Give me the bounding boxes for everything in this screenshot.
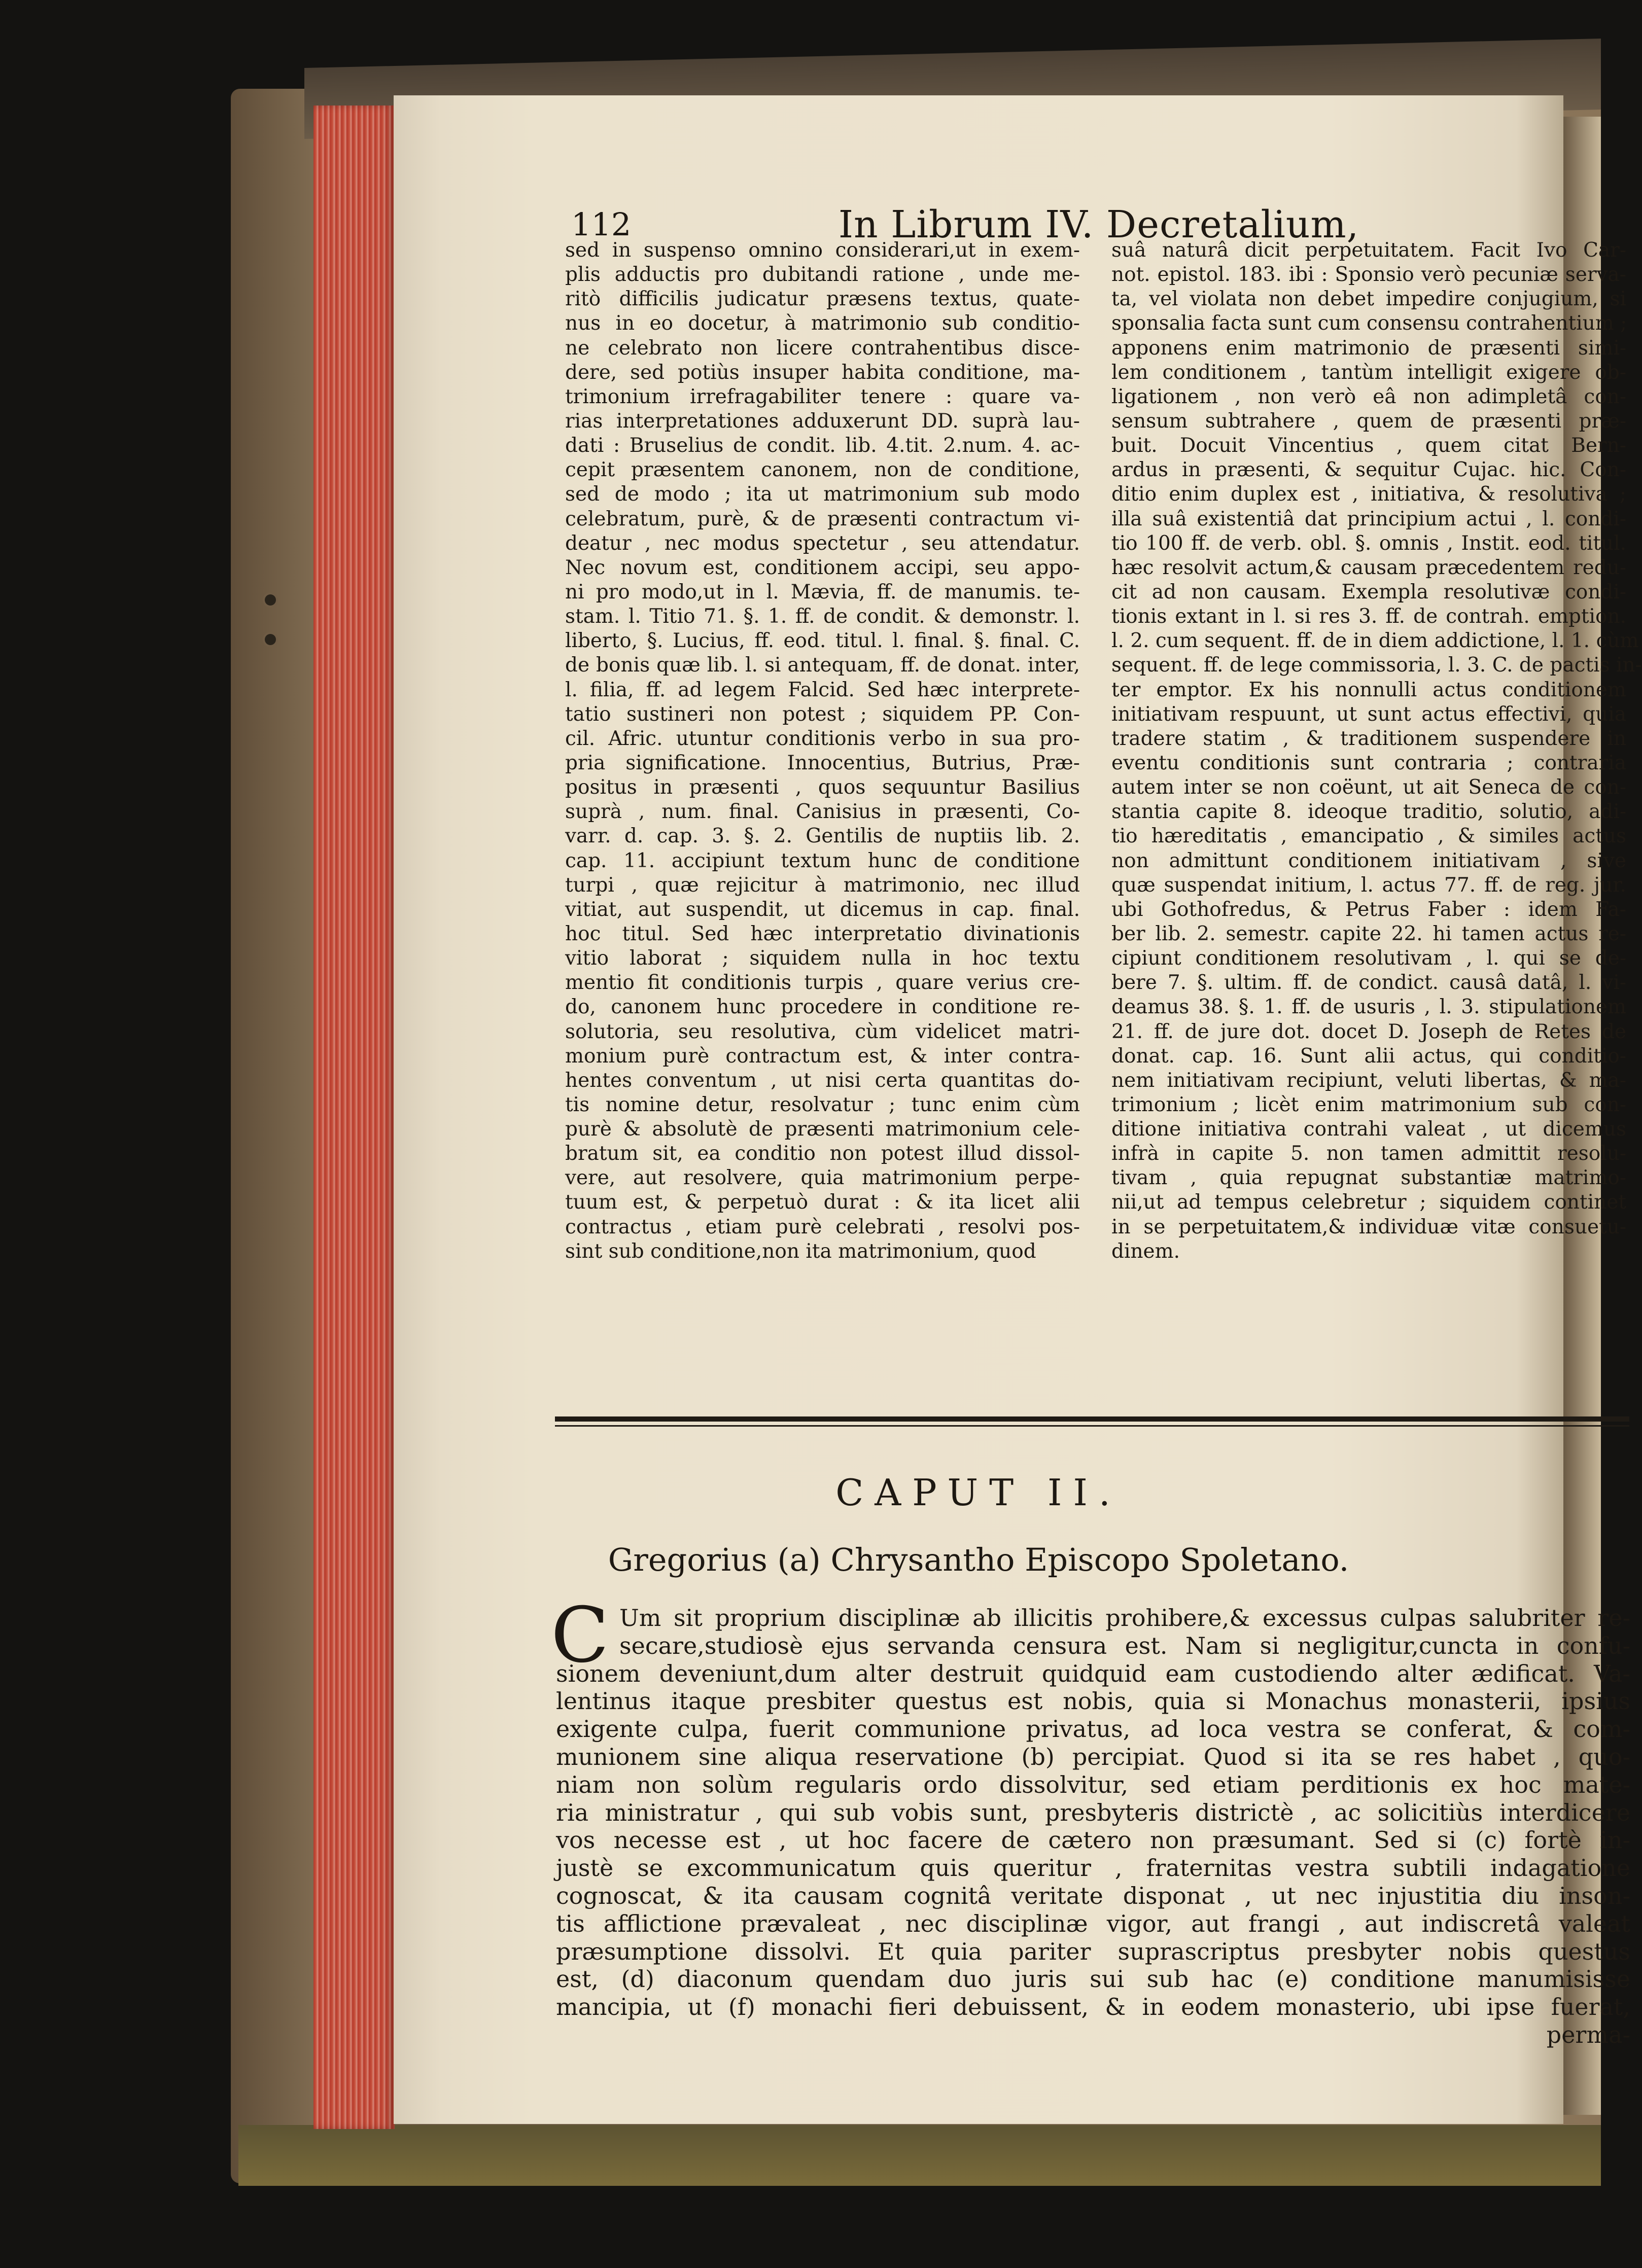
text-line: trimonium ; licèt enim matrimonium sub con-: [1111, 1093, 1626, 1116]
text-line: tatio sustineri non potest ; siquidem PP. Con-: [565, 702, 1080, 726]
text-line: vere, aut resolvere, quia matrimonium perpe-: [565, 1166, 1080, 1190]
text-line: plis adductis pro dubitandi ratione , unde me-: [565, 263, 1080, 287]
text-line: suâ naturâ dicit perpetuitatem. Facit Ivo Car-: [1111, 239, 1626, 262]
text-line: eventu conditionis sunt contraria ; contraria: [1111, 751, 1626, 774]
text-line: ritò difficilis judicatur præsens textus, quate-: [565, 288, 1080, 311]
text-line: vitiat, aut suspendit, ut dicemus in cap. final.: [565, 898, 1080, 921]
text-line: apponens enim matrimonio de præsenti simi-: [1111, 336, 1626, 360]
text-line: trimonium irrefragabiliter tenere : quare va-: [565, 385, 1080, 408]
text-line: de bonis quæ lib. l. si antequam, ff. de donat. inter,: [565, 654, 1080, 677]
chapter-heading: CAPUT II.: [835, 1471, 1122, 1514]
text-line: vitio laborat ; siquidem nulla in hoc textu: [565, 947, 1080, 970]
text-line: ubi Gothofredus, & Petrus Faber : idem Fa-: [1111, 898, 1626, 921]
text-line: ta, vel violata non debet impedire conjugium, si: [1111, 288, 1626, 311]
text-line: ter emptor. Ex his nonnulli actus conditionem: [1111, 678, 1626, 701]
text-line: sensum subtrahere , quem de præsenti præ-: [1111, 409, 1626, 433]
text-line: donat. cap. 16. Sunt alii actus, qui conditio-: [1111, 1044, 1626, 1068]
text-line: stam. l. Titio 71. §. 1. ff. de condit. & demonstr. l.: [565, 605, 1080, 628]
text-line: secare,studiosè ejus servanda censura est. Nam si negligitur,cuncta in confu-: [619, 1632, 1630, 1659]
text-line: buit. Docuit Vincentius , quem citat Bern-: [1111, 434, 1626, 457]
text-line: ditio enim duplex est , initiativa, & resolutiva ;: [1111, 483, 1626, 506]
text-line: hentes conventum , ut nisi certa quantitas do-: [565, 1069, 1080, 1092]
text-line: præsumptione dissolvi. Et quia pariter suprascriptus presbyter nobis questus: [556, 1937, 1630, 1965]
text-line: sionem deveniunt,dum alter destruit quidquid eam custodiendo alter ædificat. Va-: [556, 1659, 1630, 1687]
text-line: rias interpretationes adduxerunt DD. suprà lau-: [565, 409, 1080, 433]
text-line: not. epistol. 183. ibi : Sponsio verò pecuniæ serva-: [1111, 263, 1626, 287]
text-line: l. filia, ff. ad legem Falcid. Sed hæc interprete-: [565, 678, 1080, 701]
text-line: ria ministratur , qui sub vobis sunt, presbyteris districtè , ac solicitiùs interdicere: [556, 1798, 1630, 1826]
section-divider-thin: [555, 1425, 1629, 1427]
text-line: ne celebrato non licere contrahentibus disce-: [565, 336, 1080, 360]
page-edges: [313, 105, 395, 2129]
text-line: tradere statim , & traditionem suspendere in: [1111, 727, 1626, 750]
text-line: cit ad non causam. Exempla resolutivæ condi-: [1111, 580, 1626, 604]
text-line: ber lib. 2. semestr. capite 22. hi tamen actus re-: [1111, 922, 1626, 945]
text-line: turpi , quæ rejicitur à matrimonio, nec illud: [565, 873, 1080, 897]
text-line: liberto, §. Lucius, ff. eod. titul. l. final. §. final. C.: [565, 629, 1080, 653]
text-line: tuum est, & perpetuò durat : & ita licet alii: [565, 1191, 1080, 1214]
right-column: [1111, 238, 1642, 1264]
text-line: tis nomine detur, resolvatur ; tunc enim cùm: [565, 1093, 1080, 1116]
text-line: cap. 11. accipiunt textum hunc de conditione: [565, 849, 1080, 872]
text-line: munionem sine aliqua reservatione (b) percipiat. Quod si ita se res habet , quo-: [556, 1743, 1630, 1770]
text-line: quæ suspendat initium, l. actus 77. ff. de reg. jur.: [1111, 873, 1626, 897]
text-line: non admittunt conditionem initiativam , sive: [1111, 849, 1626, 872]
page-number: 112: [571, 206, 632, 243]
text-line: l. 2. cum sequent. ff. de in diem addictione, l. 1. cùm: [1111, 629, 1639, 653]
text-line: ligationem , non verò eâ non adimpletâ con-: [1111, 385, 1626, 408]
text-line: deatur , nec modus spectetur , seu attendatur.: [565, 531, 1080, 555]
text-line: cognoscat, & ita causam cognitâ veritate disponat , ut nec injustitia diu inson-: [556, 1882, 1630, 1909]
text-line: solutoria, seu resolutiva, cùm videlicet matri-: [565, 1020, 1080, 1043]
text-line: monium purè contractum est, & inter contra-: [565, 1044, 1080, 1068]
text-line: tivam , quia repugnat substantiæ matrimo-: [1111, 1166, 1626, 1190]
binding-hole-icon: [265, 634, 276, 645]
text-line: infrà in capite 5. non tamen admittit resolu-: [1111, 1142, 1626, 1165]
book-page: [394, 95, 1642, 2124]
drop-cap: C: [551, 1591, 609, 1680]
text-line: lem conditionem , tantùm intelligit exigere ob-: [1111, 361, 1626, 384]
text-line: celebratum, purè, & de præsenti contractum vi-: [565, 507, 1080, 530]
chapter-byline: Gregorius (a) Chrysantho Episcopo Spoletano.: [608, 1541, 1349, 1578]
binding-hole-icon: [265, 594, 276, 606]
book-cover-bottom: [238, 2125, 1601, 2186]
text-line: tio hæreditatis , emancipatio , & similes actus: [1111, 825, 1626, 848]
text-line: initiativam respuunt, ut sunt actus effectivi, quia: [1111, 702, 1626, 726]
text-line: autem inter se non coëunt, ut ait Seneca de con-: [1111, 776, 1626, 799]
running-title: In Librum IV. Decretalium,: [838, 203, 1359, 246]
text-line: dere, sed potiùs insuper habita conditione, ma-: [565, 361, 1080, 384]
text-line: dinem.: [1111, 1239, 1180, 1263]
text-line: bere 7. §. ultim. ff. de condict. causâ datâ, l. vi-: [1111, 971, 1626, 995]
text-line: hoc titul. Sed hæc interpretatio divinationis: [565, 922, 1080, 945]
text-line: mancipia, ut (f) monachi fieri debuissent, & in eodem monasterio, ubi ipse fuerat,: [556, 1993, 1630, 2021]
text-line: do, canonem hunc procedere in conditione re-: [565, 996, 1080, 1019]
text-line: lentinus itaque presbiter questus est nobis, quia si Monachus monasterii, ipsius: [556, 1687, 1630, 1715]
text-line: cil. Afric. utuntur conditionis verbo in sua pro-: [565, 727, 1080, 750]
text-line: mentio fit conditionis turpis , quare verius cre-: [565, 971, 1080, 995]
text-line: justè se excommunicatum quis queritur , fraternitas vestra subtili indagatione: [556, 1854, 1630, 1882]
left-column: [565, 238, 1080, 1264]
text-line: perma-: [1546, 2021, 1630, 2048]
text-line: in se perpetuitatem,& individuæ vitæ consuetu-: [1111, 1215, 1626, 1238]
text-line: ardus in præsenti, & sequitur Cujac. hic. Con-: [1111, 458, 1626, 482]
text-line: exigente culpa, fuerit communione privatus, ad loca vestra se conferat, & com-: [556, 1715, 1630, 1743]
text-line: vos necesse est , ut hoc facere de cætero non præsumant. Sed si (c) fortè in-: [556, 1826, 1630, 1854]
text-line: sequent. ff. de lege commissoria, l. 3. C. de pactis in-: [1111, 654, 1642, 677]
text-line: cepit præsentem canonem, non de conditione,: [565, 458, 1080, 482]
text-line: deamus 38. §. 1. ff. de usuris , l. 3. stipulationem: [1111, 996, 1626, 1019]
text-line: 21. ff. de jure dot. docet D. Joseph de Retes de: [1111, 1020, 1626, 1043]
text-line: ditione initiativa contrahi valeat , ut dicemus: [1111, 1118, 1626, 1141]
text-line: tis afflictione prævaleat , nec disciplinæ vigor, aut frangi , aut indiscretâ valeat: [556, 1909, 1630, 1937]
text-line: varr. d. cap. 3. §. 2. Gentilis de nuptiis lib. 2.: [565, 825, 1080, 848]
text-line: tio 100 ff. de verb. obl. §. omnis , Instit. eod. titul.: [1111, 531, 1626, 555]
text-line: Nec novum est, conditionem accipi, seu appo-: [565, 556, 1080, 579]
text-line: bratum sit, ea conditio non potest illud dissol-: [565, 1142, 1080, 1165]
text-line: pria significatione. Innocentius, Butrius, Præ-: [565, 751, 1080, 774]
text-line: sponsalia facta sunt cum consensu contrahentium ;: [1111, 312, 1627, 335]
text-line: contractus , etiam purè celebrati , resolvi pos-: [565, 1215, 1080, 1238]
text-line: stantia capite 8. ideoque traditio, solutio, adi-: [1111, 800, 1626, 824]
text-line: tionis extant in l. si res 3. ff. de contrah. emption.: [1111, 605, 1626, 628]
text-line: hæc resolvit actum,& causam præcedentem redu-: [1111, 556, 1626, 579]
text-line: sint sub conditione,non ita matrimonium, quod: [565, 1239, 1036, 1263]
text-line: nem initiativam recipiunt, veluti libertas, & ma-: [1111, 1069, 1626, 1092]
text-line: purè & absolutè de præsenti matrimonium cele-: [565, 1118, 1080, 1141]
text-line: sed de modo ; ita ut matrimonium sub modo: [565, 483, 1080, 506]
chapter-body: [551, 1591, 1630, 2049]
text-line: suprà , num. final. Canisius in præsenti, Co-: [565, 800, 1080, 824]
text-line: nus in eo docetur, à matrimonio sub conditio-: [565, 312, 1080, 335]
text-line: illa suâ existentiâ dat principium actui , l. condi-: [1111, 507, 1626, 530]
text-line: nii,ut ad tempus celebretur ; siquidem continet: [1111, 1191, 1626, 1214]
text-line: positus in præsenti , quos sequuntur Basilius: [565, 776, 1080, 799]
text-line: niam non solùm regularis ordo dissolvitur, sed etiam perditionis ex hoc mate-: [556, 1770, 1630, 1798]
text-line: sed in suspenso omnino considerari,ut in exem-: [565, 239, 1080, 262]
text-line: cipiunt conditionem resolutivam , l. qui se de-: [1111, 947, 1626, 970]
text-line: ni pro modo,ut in l. Mævia, ff. de manumis. te-: [565, 580, 1080, 604]
text-line: Um sit proprium disciplinæ ab illicitis prohibere,& excessus culpas salubriter re-: [619, 1604, 1630, 1632]
section-divider: [555, 1416, 1629, 1422]
text-line: est, (d) diaconum quendam duo juris sui sub hac (e) conditione manumisisse: [556, 1965, 1630, 1993]
text-line: dati : Bruselius de condit. lib. 4.tit. 2.num. 4. ac-: [565, 434, 1080, 457]
